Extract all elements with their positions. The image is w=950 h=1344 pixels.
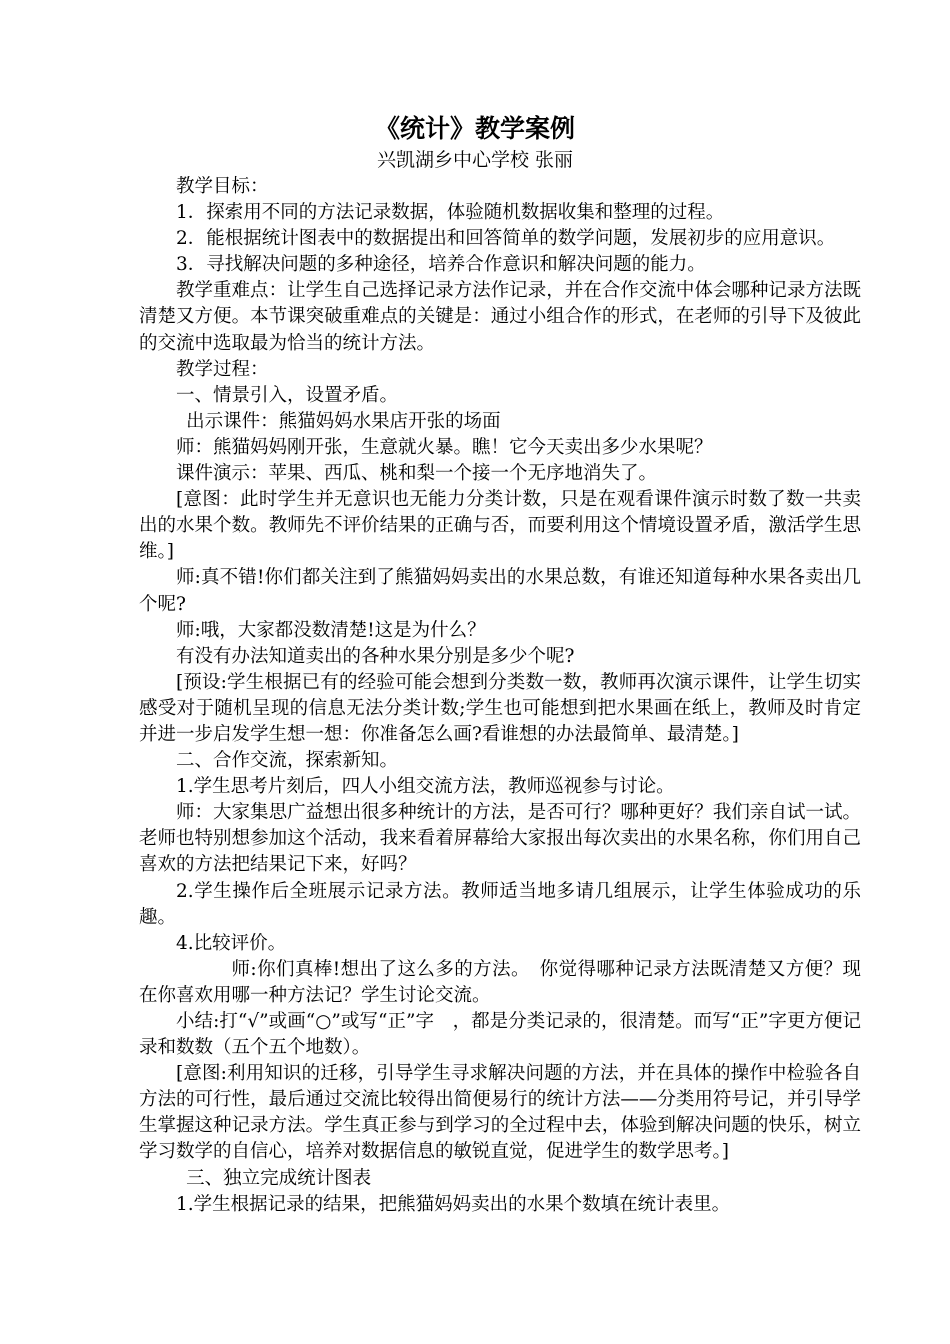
paragraph: 1.学生思考片刻后，四人小组交流方法，教师巡视参与讨论。 — [176, 776, 675, 798]
paragraph: 课件演示：苹果、西瓜、桃和梨一个接一个无序地消失了。 — [176, 463, 658, 485]
paragraph: 1.学生根据记录的结果，把熊猫妈妈卖出的水果个数填在统计表里。 — [176, 1193, 731, 1215]
paragraph: 教学目标： — [176, 176, 269, 197]
paragraph: 1．探索用不同的方法记录数据，体验随机数据收集和整理的过程。 — [176, 202, 725, 224]
paragraph: 2．能根据统计图表中的数据提出和回答简单的数学问题，发展初步的应用意识。 — [176, 228, 836, 250]
paragraph: 2.学生操作后全班展示记录方法。教师适当地多请几组展示，让学生体验成功的乐趣。 — [139, 880, 861, 928]
section-heading: 三、独立完成统计图表 — [186, 1167, 372, 1189]
paragraph: 有没有办法知道卖出的各种水果分别是多少个呢? — [176, 645, 575, 667]
section-heading: 二、合作交流，探索新知。 — [176, 750, 399, 772]
paragraph: 教学重难点：让学生自己选择记录方法作记录，并在合作交流中体会哪种记录方法既清楚又方便。本节课突破重难点的关键是：通过小组合作的形式，在老师的引导下及彼此的交流中选取最为恰当的统计方法。 — [139, 280, 861, 354]
document-author: 兴凯湖乡中心学校 张丽 — [376, 149, 574, 171]
paragraph: 师:哦，大家都没数清楚!这是为什么？ — [176, 619, 486, 641]
paragraph: 师：熊猫妈妈刚开张，生意就火暴。瞧！它今天卖出多少水果呢？ — [176, 436, 713, 458]
document-body — [139, 174, 861, 1218]
document-title: 《统计》教学案例 — [374, 114, 575, 143]
paragraph: 师：大家集思广益想出很多种统计的方法，是否可行？哪种更好？我们亲自试一试。老师也特别想参加这个活动，我来看着屏幕给大家报出每次卖出的水果名称，你们用自己喜欢的方法把结果记下来，好吗？ — [139, 802, 861, 876]
paragraph: 师:真不错!你们都关注到了熊猫妈妈卖出的水果总数，有谁还知道每种水果各卖出几个呢? — [139, 567, 861, 615]
paragraph: [意图：此时学生并无意识也无能力分类计数，只是在观看课件演示时数了数一共卖出的水果个数。教师先不评价结果的正确与否，而要利用这个情境设置矛盾，激活学生思维。] — [139, 489, 861, 563]
paragraph: 3．寻找解决问题的多种途径，培养合作意识和解决问题的能力。 — [176, 254, 706, 276]
paragraph: 师:你们真棒!想出了这么多的方法。 你觉得哪种记录方法既清楚又方便？现在你喜欢用哪一种方法记？学生讨论交流。 — [139, 958, 861, 1006]
paragraph: 教学过程： — [176, 358, 269, 380]
paragraph: 4.比较评价。 — [176, 932, 287, 954]
paragraph: [预设:学生根据已有的经验可能会想到分类数一数，教师再次演示课件，让学生切实感受对于随机呈现的信息无法分类计数;学生也可能想到把水果画在纸上，教师及时肯定并进一步启发学生想一想：你准备怎么画?看谁想的办法最简单、最清楚。] — [139, 671, 861, 745]
paragraph: 小结:打“√”或画“○”或写“正”字 ，都是分类记录的，很清楚。而写“正”字更方便记录和数数（五个五个地数）。 — [139, 1011, 861, 1059]
paragraph: [意图:利用知识的迁移，引导学生寻求解决问题的方法，并在具体的操作中检验各自方法的可行性，最后通过交流比较得出简便易行的统计方法——分类用符号记，并引导学生掌握这种记录方法。学生真正参与到学习的全过程中去，体验到解决问题的快乐，树立学习数学的自信心，培养对数据信息的敏锐直觉，促进学生的数学思考。] — [139, 1063, 861, 1163]
section-heading: 一、情景引入，设置矛盾。 — [176, 384, 399, 406]
paragraph: 出示课件：熊猫妈妈水果店开张的场面 — [186, 410, 501, 432]
